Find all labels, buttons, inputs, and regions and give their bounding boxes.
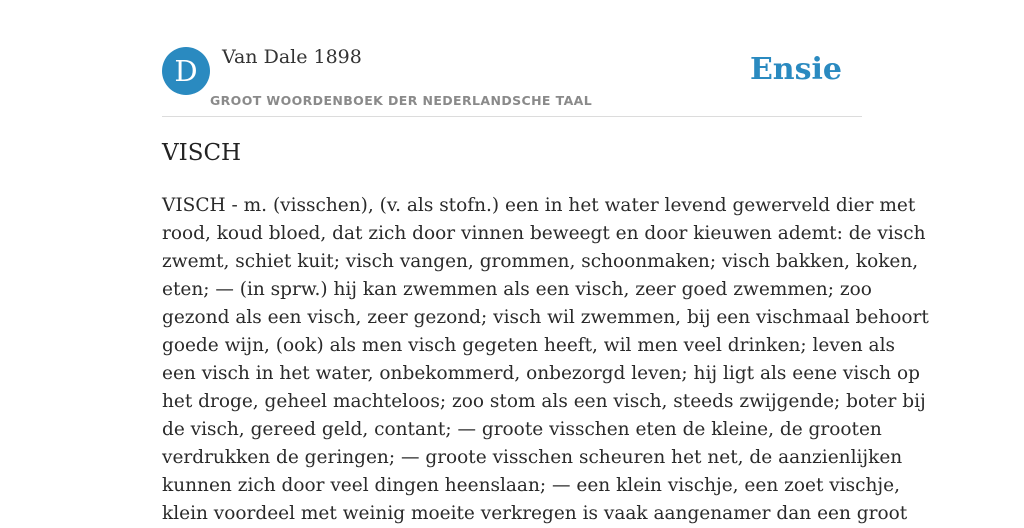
definition-line: eten; — (in sprw.) hij kan zwemmen als een visch, zeer goed zwemmen; zoo [162, 279, 872, 300]
definition-line: VISCH - m. (visschen), (v. als stofn.) een in het water levend gewerveld dier met [162, 195, 916, 216]
dictionary-subtitle: GROOT WOORDENBOEK DER NEDERLANDSCHE TAAL [210, 93, 593, 108]
site-header [162, 0, 862, 117]
dictionary-logo[interactable]: D [162, 47, 210, 95]
definition-line: de visch, gereed geld, contant; — groote visschen eten de kleine, de grooten [162, 419, 882, 440]
entry-headword: VISCH [162, 140, 242, 166]
definition-line: een visch in het water, onbekommerd, onbezorgd leven; hij ligt als eene visch op [162, 363, 920, 384]
brand-logo[interactable]: Ensie [749, 52, 842, 87]
definition-line: kunnen zich door veel dingen heenslaan; — een klein vischje, een zoet vischje, [162, 475, 900, 496]
definition-line: klein voordeel met weinig moeite verkregen is vaak aangenamer dan een groot [162, 503, 908, 524]
definition-line: het droge, geheel machteloos; zoo stom als een visch, steeds zwijgende; boter bij [162, 391, 926, 412]
definition-line: zwemt, schiet kuit; visch vangen, grommen, schoonmaken; visch bakken, koken, [162, 251, 919, 272]
definition-line: gezond als een visch, zeer gezond; visch wil zwemmen, bij een vischmaal behoort [162, 307, 929, 328]
definition-line: verdrukken de geringen; — groote visschen scheuren het net, de aanzienlijken [162, 447, 903, 468]
entry-definition [162, 192, 929, 528]
definition-line: rood, koud bloed, dat zich door vinnen beweegt en door kieuwen ademt: de visch [162, 223, 926, 244]
dictionary-title[interactable]: Van Dale 1898 [222, 46, 362, 68]
definition-line: goede wijn, (ook) als men visch gegeten heeft, wil men veel drinken; leven als [162, 335, 895, 356]
